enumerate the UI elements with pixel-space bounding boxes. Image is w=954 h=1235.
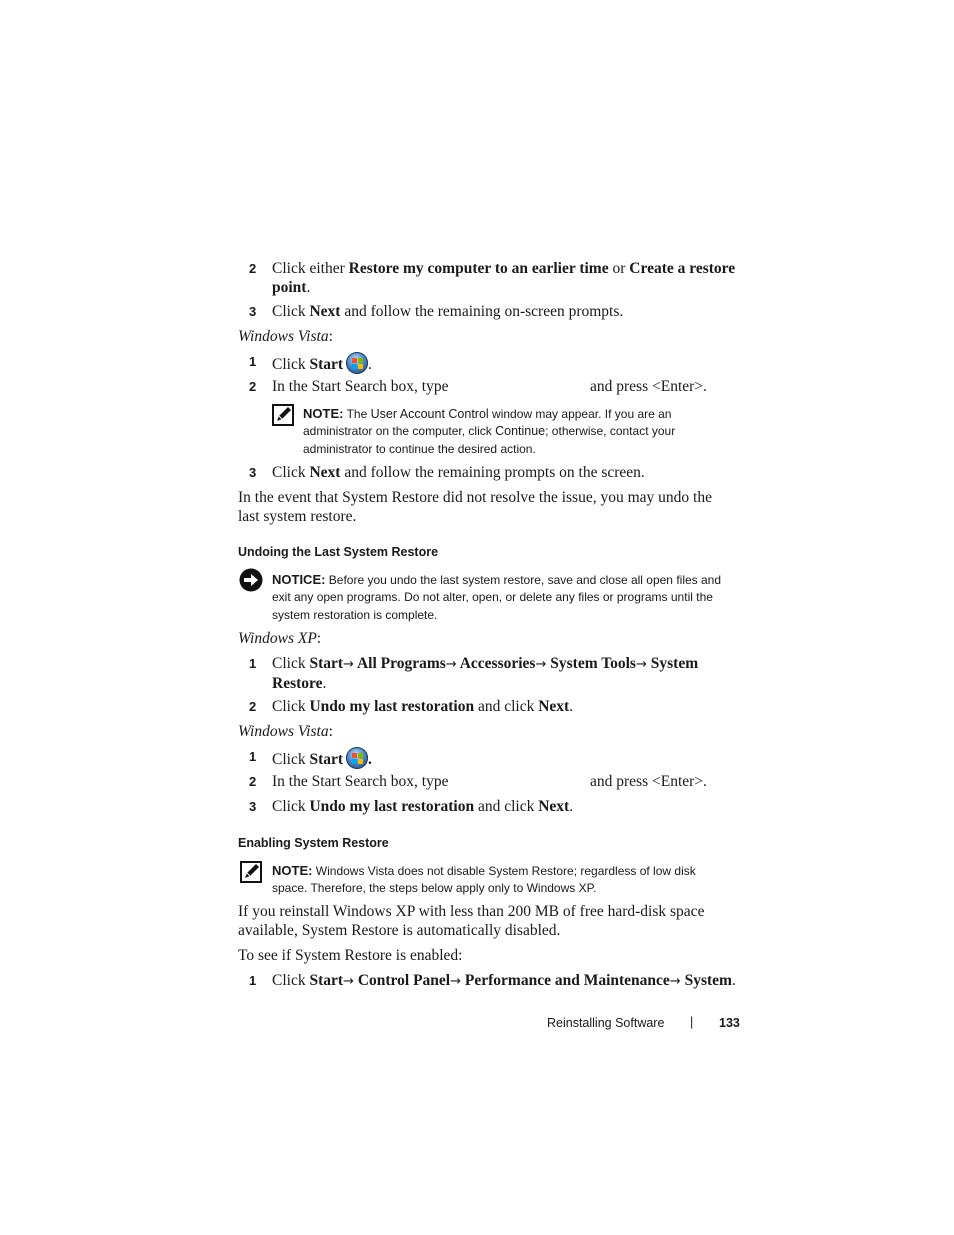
step-number: 1 xyxy=(249,656,257,671)
step-number: 1 xyxy=(249,354,257,369)
os-label: Windows XP: xyxy=(238,630,322,647)
step-text: Click either Restore my computer to an earlier time or Create a restore point. xyxy=(272,260,736,296)
paragraph: If you reinstall Windows XP with less than 200 MB of free hard-disk space available, System Restore is automatically disabled. xyxy=(238,903,705,939)
os-label: Windows Vista: xyxy=(238,328,333,345)
step-text: Click Next and follow the remaining on-screen prompts. xyxy=(272,303,624,320)
step-text: Click Start . xyxy=(272,747,742,769)
paragraph: To see if System Restore is enabled: xyxy=(238,947,463,964)
note-box: NOTE: The User Account Control window may appear. If you are an administrator on the computer, click Continue; otherwise, contact your administrator to continue the desired action. xyxy=(303,406,676,456)
step-text: In the Start Search box, type xyxy=(272,378,449,395)
windows-start-orb-icon xyxy=(346,747,368,769)
section-heading: Undoing the Last System Restore xyxy=(238,545,439,559)
page-number: 133 xyxy=(719,1016,740,1030)
step-number: 3 xyxy=(249,304,257,319)
pencil-note-icon xyxy=(272,404,294,426)
step-text: Click Undo my last restoration and click Next. xyxy=(272,798,574,815)
note-box: NOTE: Windows Vista does not disable System Restore; regardless of low disk space. Therefore, the steps below apply only to Windows XP. xyxy=(272,863,696,896)
step-text: Click Start→ All Programs→ Accessories→ System Tools→ System Restore. xyxy=(272,655,699,692)
step-text: Click Undo my last restoration and click Next. xyxy=(272,698,574,715)
step-text-continued: and press <Enter>. xyxy=(590,773,707,790)
footer-section-title: Reinstalling Software xyxy=(547,1016,665,1030)
step-number: 2 xyxy=(249,261,257,276)
notice-arrow-icon xyxy=(239,568,263,592)
step-number: 2 xyxy=(249,774,257,789)
step-number: 1 xyxy=(249,749,257,764)
step-number: 3 xyxy=(249,799,257,814)
windows-start-orb-icon xyxy=(346,352,368,374)
step-number: 3 xyxy=(249,465,257,480)
step-text-continued: and press <Enter>. xyxy=(590,378,707,395)
notice-box: NOTICE: Before you undo the last system restore, save and close all open files and exit any open programs. Do not alter, open, or delete any files or programs until the system restoration is complete. xyxy=(272,572,722,622)
step-number: 2 xyxy=(249,699,257,714)
step-number: 2 xyxy=(249,379,257,394)
step-text: Click Start→ Control Panel→ Performance and Maintenance→ System. xyxy=(272,972,736,989)
os-label: Windows Vista: xyxy=(238,723,333,740)
step-text: Click Next and follow the remaining prompts on the screen. xyxy=(272,464,645,481)
footer-separator: | xyxy=(690,1015,694,1029)
pencil-note-icon xyxy=(240,861,262,883)
paragraph: In the event that System Restore did not resolve the issue, you may undo the last system restore. xyxy=(238,489,712,525)
step-text: In the Start Search box, type xyxy=(272,773,449,790)
section-heading: Enabling System Restore xyxy=(238,836,389,850)
step-number: 1 xyxy=(249,973,257,988)
step-text: Click Start . xyxy=(272,352,742,374)
